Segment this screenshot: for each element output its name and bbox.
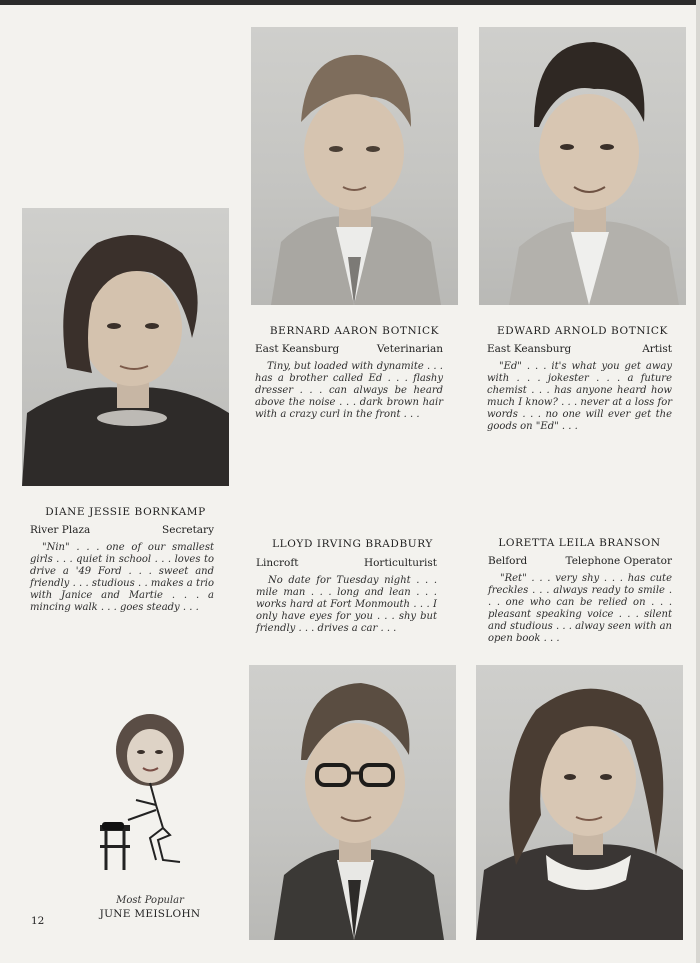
student-name-lloyd: LLOYD IRVING BRADBURY: [272, 538, 433, 550]
student-description-diane: "Nin" . . . one of our smallest girls . . . quiet in school . . . loves to drive a '49 Ford . . . sweet and friendly . . . studious . . makes a trio with Janice and Martie . . . a mincing walk . . . goes steady . . .: [30, 542, 214, 613]
student-town-diane: River Plaza: [30, 524, 91, 536]
page-number: 12: [31, 915, 45, 927]
student-role-lloyd: Horticulturist: [363, 557, 437, 569]
student-description-bernard: Tiny, but loaded with dynamite . . . has a brother called Ed . . . flashy dresser . . . can always be heard above the noise . . . dark brown hair with a crazy curl in the front . . .: [255, 361, 443, 420]
portrait-photo-loretta: [476, 665, 683, 940]
most-popular-cartoon: [88, 710, 208, 880]
student-description-lloyd: No date for Tuesday night . . . mile man . . . long and lean . . . works hard at Fort Monmouth . . . I only have eyes for you . . . shy but friendly . . . drives a car . . .: [256, 575, 437, 634]
student-role-diane: Secretary: [162, 524, 214, 536]
student-role-bernard: Veterinarian: [376, 343, 443, 355]
page-top-border: [0, 0, 700, 5]
student-description-loretta: "Ret" . . . very shy . . . has cute freckles . . . always ready to smile . . . one who can be relied on . . . pleasant speaking voice . . . silent and studious . . . alway seen with an open book . . .: [488, 573, 672, 644]
student-name-edward: EDWARD ARNOLD BOTNICK: [497, 325, 668, 337]
portrait-photo-edward: [479, 27, 686, 305]
student-name-diane: DIANE JESSIE BORNKAMP: [45, 506, 206, 518]
student-name-bernard: BERNARD AARON BOTNICK: [269, 325, 440, 337]
student-town-edward: East Keansburg: [487, 343, 572, 355]
student-description-edward: "Ed" . . . it's what you get away with . . . jokester . . . a future chemist . . . has anyone heard how much I know? . . . never at a loss for words . . . no one will ever get the goods on "Ed" . . .: [487, 361, 672, 432]
student-town-bernard: East Keansburg: [255, 343, 340, 355]
student-role-edward: Artist: [642, 343, 672, 355]
portrait-photo-diane: [22, 208, 229, 486]
student-town-lloyd: Lincroft: [256, 557, 299, 569]
page-right-edge: [696, 0, 700, 963]
student-town-loretta: Belford: [488, 555, 528, 567]
student-name-loretta: LORETTA LEILA BRANSON: [498, 537, 661, 549]
portrait-photo-lloyd: [249, 665, 456, 940]
student-role-loretta: Telephone Operator: [565, 555, 672, 567]
superlative-title: Most Popular: [116, 895, 184, 906]
portrait-photo-bernard: [251, 27, 458, 305]
superlative-name: JUNE MEISLOHN: [99, 908, 201, 920]
